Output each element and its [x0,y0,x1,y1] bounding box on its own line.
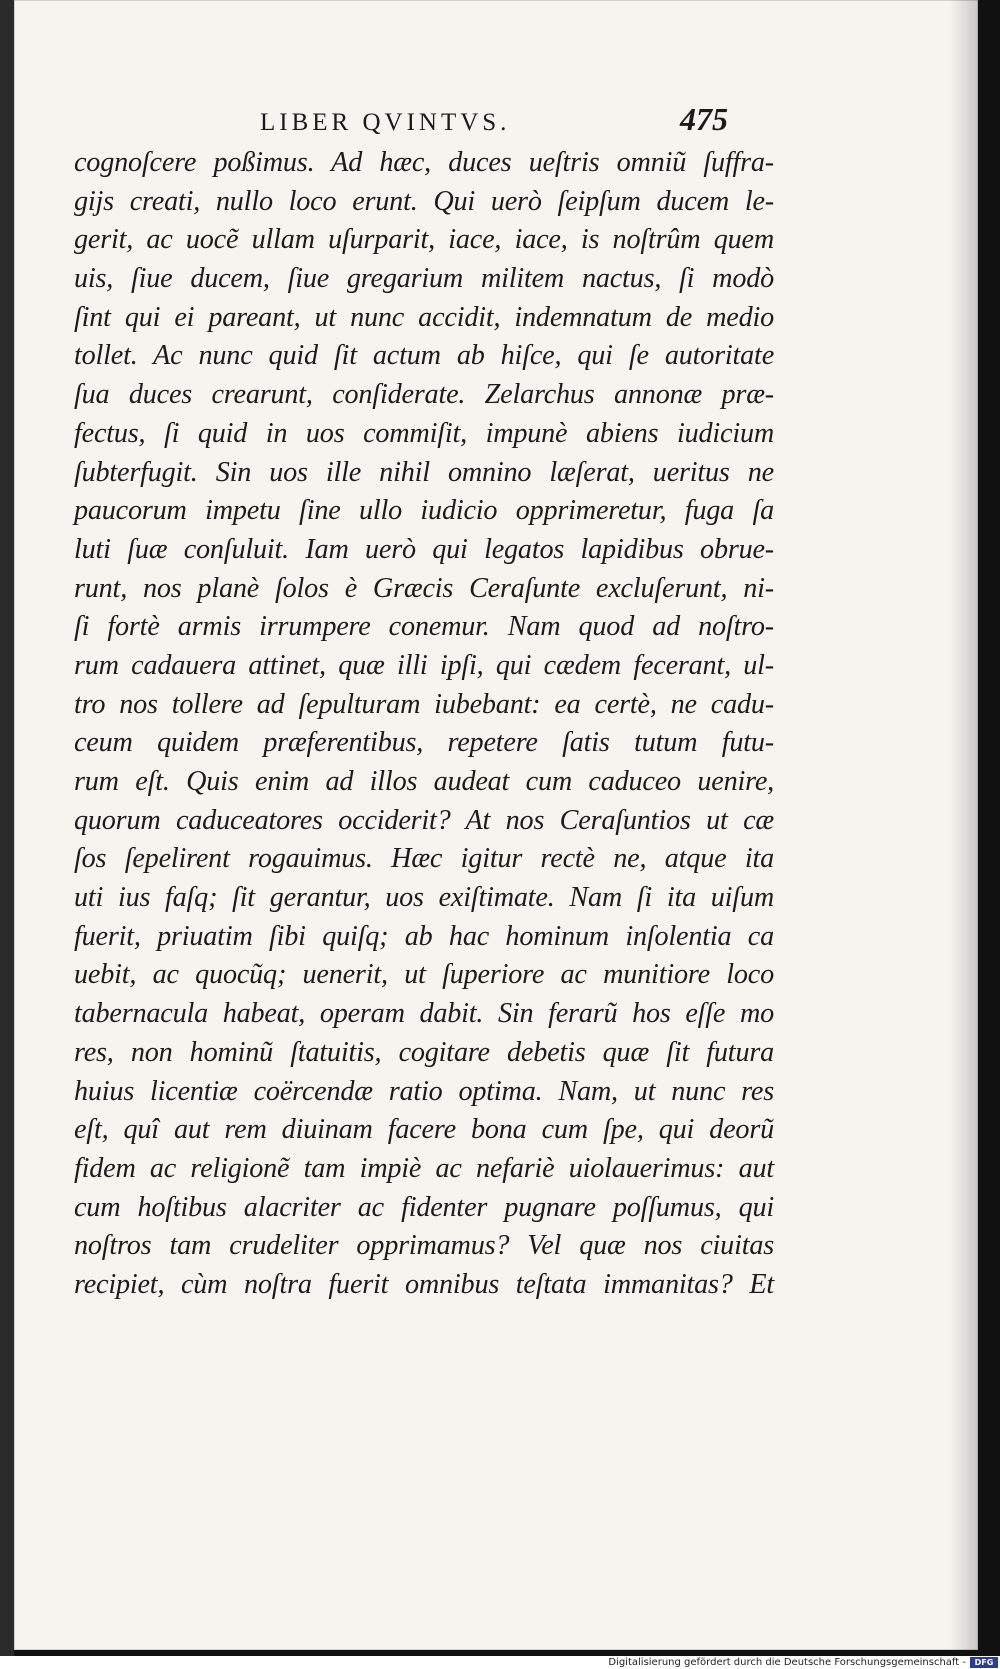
text-line: fectus, ſi quid in uos commiſit, impunè abiens iudicium [74,417,774,449]
running-head: LIBER QVINTVS. [260,109,511,136]
text-line: eſt, quî aut rem diuinam facere bona cum ſpe, qui deorũ [74,1114,774,1146]
text-line: ſint qui ei pareant, ut nunc accidit, indemnatum de medio [74,301,774,333]
text-line: fidem ac religionẽ tam impiè ac nefariè uiolauerimus: aut [74,1152,774,1184]
text-line: runt, nos planè ſolos è Græcis Ceraſunte excluſerunt, ni- [74,572,774,604]
text-line: ſi fortè armis irrumpere conemur. Nam quod ad noſtro- [74,611,774,643]
text-line: luti ſuæ conſuluit. Iam uerò qui legatos lapidibus obrue- [74,533,774,565]
text-line: ſubterfugit. Sin uos ille nihil omnino læſerat, ueritus ne [74,456,774,488]
body-text [74,144,774,1305]
text-line: paucorum impetu ſine ullo iudicio opprimeretur, fuga ſa [74,495,774,527]
text-line: rum eſt. Quis enim ad illos audeat cum caduceo uenire, [74,766,774,797]
text-line: huius licentiæ coërcendæ ratio optima. Nam, ut nunc res [74,1075,774,1107]
text-line: rum cadauera attinet, quæ illi ipſi, qui cædem fecerant, ul- [74,649,774,681]
text-line: noſtros tam crudeliter opprimamus? Vel quæ nos ciuitas [74,1230,774,1262]
text-line: uis, ſiue ducem, ſiue gregarium militem nactus, ſi modò [74,263,774,295]
text-line: cum hoſtibus alacriter ac fidenter pugnare poſſumus, qui [74,1191,774,1223]
text-line: tabernacula habeat, operam dabit. Sin ferarũ hos eſſe mo [74,998,774,1030]
text-line: gijs creati, nullo loco erunt. Qui uerò ſeipſum ducem le- [74,185,774,217]
digitization-footer [0,1656,1000,1669]
text-line: recipiet, cùm noſtra fuerit omnibus teſtata immanitas? Et [74,1268,774,1300]
text-line: ceum quidem præferentibus, repetere ſatis tutum futu- [74,727,774,759]
text-line: ſos ſepelirent rogauimus. Hæc igitur rectè ne, atque ita [74,843,774,875]
page-header [14,100,978,140]
text-line: ſua duces crearunt, conſiderate. Zelarchus annonæ præ- [74,379,774,411]
text-line: tollet. Ac nunc quid ſit actum ab hiſce, qui ſe autoritate [74,340,774,372]
text-line: cognoſcere poßimus. Ad hæc, duces ueſtris omniũ ſuffra- [74,147,774,178]
text-line: res, non hominũ ſtatuitis, cogitare debetis quæ ſit futura [74,1036,774,1068]
funding-credit: Digitalisierung gefördert durch die Deutsche Forschungsgemeinschaft - [608,1657,966,1668]
text-line: uebit, ac quocũq; uenerit, ut ſuperiore ac munitiore loco [74,959,774,991]
dfg-logo: DFG [970,1657,998,1668]
text-line: fuerit, priuatim ſibi quiſq; ab hac hominum inſolentia ca [74,920,774,952]
text-line: gerit, ac uocẽ ullam uſurparit, iace, iace, is noſtrûm quem [74,224,774,256]
book-page [14,0,978,1650]
text-line: quorum caduceatores occiderit? At nos Ceraſuntios ut cæ [74,804,774,836]
text-line: uti ius faſq; ſit gerantur, uos exiſtimate. Nam ſi ita uiſum [74,882,774,914]
text-line: tro nos tollere ad ſepulturam iubebant: ea certè, ne cadu- [74,688,774,720]
page-number: 475 [680,101,728,137]
